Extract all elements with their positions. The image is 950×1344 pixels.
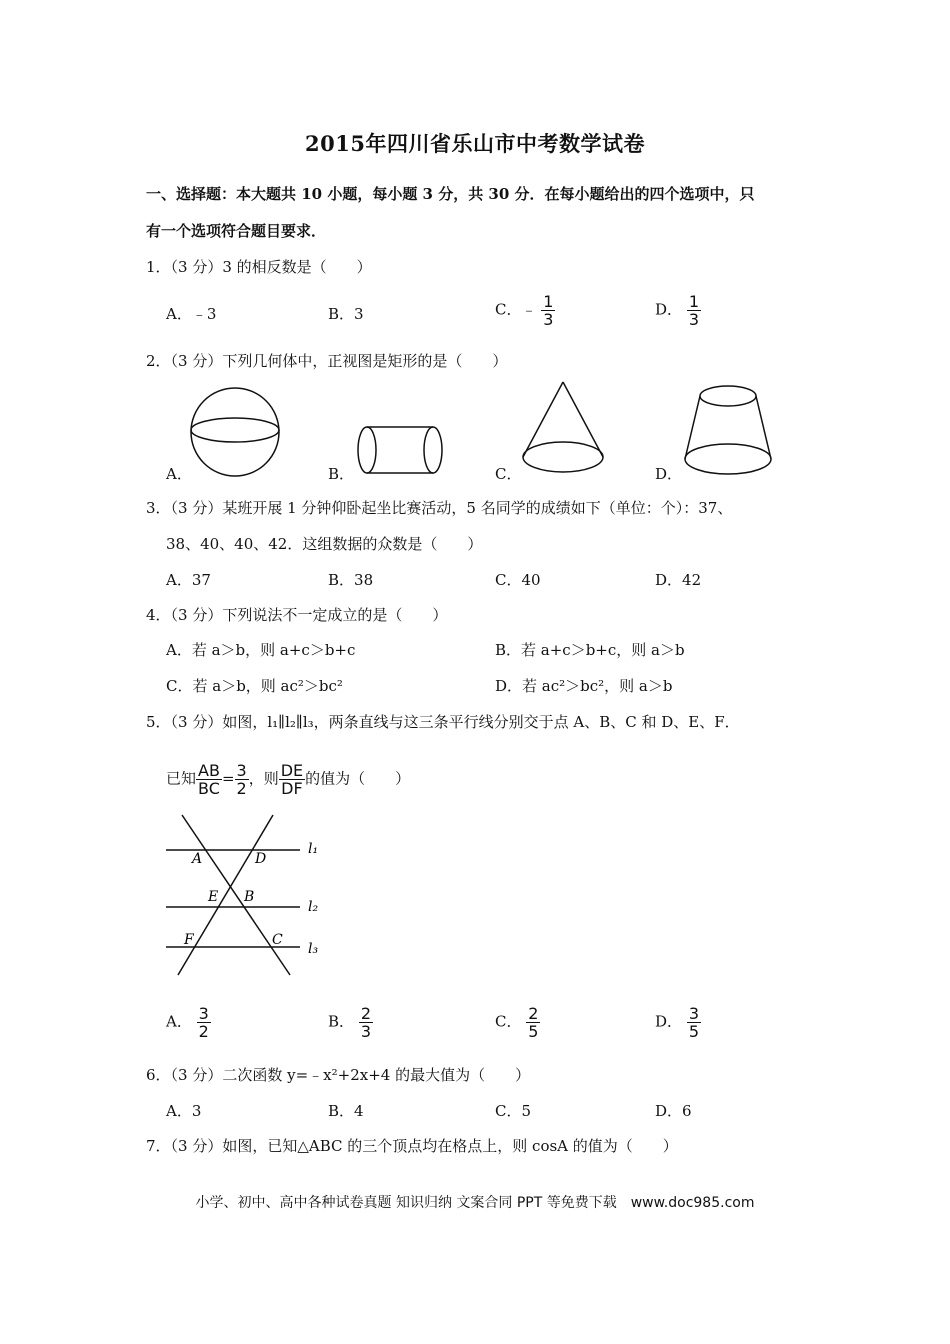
fraction-numerator: 3 [236,761,247,780]
q4-option-a: A．若 a＞b，则 a+c＞b+c [166,641,356,659]
line-l3-label: l₃ [308,941,319,957]
q3-option-a: A．37 [166,571,211,589]
q6-option-c: C．5 [495,1102,532,1120]
q3-option-b: B．38 [328,571,374,589]
q6-option-a: A．3 [166,1102,202,1120]
q5-option-b-prefix: B． [328,1012,355,1031]
fraction-numerator: 3 [688,1004,699,1023]
question-7-stem: 7．（3 分）如图，已知△ABC 的三个顶点均在格点上，则 cosA 的值为（ ） [146,1137,678,1155]
q5-option-a [166,1005,211,1040]
question-4-stem: 4．（3 分）下列说法不一定成立的是（ ） [146,606,448,624]
fraction-denominator: 3 [543,310,554,329]
question-5-stem: 5．（3 分）如图，l₁∥l₂∥l₃，两条直线与这三条平行线分别交于点 A、B、C 和 D、E、F． [146,713,740,731]
equals-sign: = [221,769,235,788]
q5-option-b [328,1005,373,1040]
q1-option-a: A．﹣3 [166,305,217,323]
fraction-denominator: 2 [236,779,247,798]
point-c-label: C [272,932,283,948]
then-label: ，则 [248,769,279,788]
cone-figure [520,380,606,480]
q1-option-c [495,293,555,328]
section-heading-line1: 一、选择题：本大题共 10 小题，每小题 3 分，共 30 分．在每小题给出的四个选项中，只 [146,185,755,203]
fraction-denominator: BC [198,779,220,798]
fraction-numerator: 3 [198,1004,209,1023]
fraction-numerator: 1 [543,292,554,311]
q1-option-d-prefix: D． [655,300,683,319]
fraction-numerator: DE [280,761,304,780]
q5-option-a-prefix: A． [166,1012,192,1031]
fraction-ab-bc [196,762,222,797]
q5-option-d-fraction [687,1005,701,1040]
question-1-stem: 1．（3 分）3 的相反数是（ ） [146,258,372,276]
q5-option-d [655,1005,701,1040]
q5-option-d-prefix: D． [655,1012,683,1031]
cylinder-figure [356,425,444,477]
fraction-denominator: DF [281,779,303,798]
q6-option-b: B．4 [328,1102,364,1120]
q3-option-d: D．42 [655,571,702,589]
fraction-3-2 [235,762,249,797]
question-5-condition [166,762,410,797]
q5-option-c-fraction [526,1005,540,1040]
known-label: 已知 [166,769,197,788]
q2-option-d: D． [655,465,683,483]
q2-option-a: A． [166,465,192,483]
line-l1-label: l₁ [308,841,319,857]
q5-option-c [495,1005,540,1040]
page-footer: 小学、初中、高中各种试卷真题 知识归纳 文案合同 PPT 等免费下载 www.doc985.com [195,1195,755,1211]
q5-option-a-fraction [197,1005,211,1040]
q1-option-d-fraction [687,293,701,328]
q5-option-b-fraction [359,1005,373,1040]
q2-option-b: B． [328,465,355,483]
question-3-stem-line2: 38、40、40、42．这组数据的众数是（ ） [166,535,483,553]
fraction-denominator: 3 [688,310,699,329]
point-d-label: D [255,851,267,867]
section-heading-line2: 有一个选项符合题目要求． [146,222,327,240]
fraction-denominator: 3 [360,1022,371,1041]
q1-option-c-prefix: C．﹣ [495,300,537,319]
question-2-stem: 2．（3 分）下列几何体中，正视图是矩形的是（ ） [146,352,508,370]
sphere-figure [190,386,280,478]
q5-option-c-prefix: C． [495,1012,522,1031]
question-6-stem: 6．（3 分）二次函数 y=﹣x²+2x+4 的最大值为（ ） [146,1066,531,1084]
point-e-label: E [208,889,219,905]
question-3-stem-line1: 3．（3 分）某班开展 1 分钟仰卧起坐比赛活动，5 名同学的成绩如下（单位：个）：37、 [146,499,733,517]
q4-option-d: D．若 ac²＞bc²，则 a＞b [495,677,673,695]
q3-option-c: C．40 [495,571,541,589]
q4-option-b: B．若 a+c＞b+c，则 a＞b [495,641,685,659]
line-l2-label: l₂ [308,899,319,915]
fraction-denominator: 5 [528,1022,539,1041]
q1-option-b: B．3 [328,305,364,323]
parallel-lines-figure [160,810,330,980]
fraction-denominator: 5 [688,1022,699,1041]
q6-option-d: D．6 [655,1102,692,1120]
point-b-label: B [244,889,255,905]
fraction-de-df [279,762,305,797]
q1-option-d [655,293,701,328]
value-tail: 的值为（ ） [305,769,411,788]
q4-option-c: C．若 a＞b，则 ac²＞bc² [166,677,343,695]
point-f-label: F [184,932,194,948]
fraction-denominator: 2 [198,1022,209,1041]
frustum-figure [682,382,774,480]
fraction-numerator: AB [198,761,220,780]
page-title: 2015年四川省乐山市中考数学试卷 [305,131,645,156]
q1-option-c-fraction [541,293,555,328]
point-a-label: A [192,851,203,867]
fraction-numerator: 2 [360,1004,371,1023]
fraction-numerator: 1 [688,292,699,311]
fraction-numerator: 2 [528,1004,539,1023]
q2-option-c: C． [495,465,522,483]
